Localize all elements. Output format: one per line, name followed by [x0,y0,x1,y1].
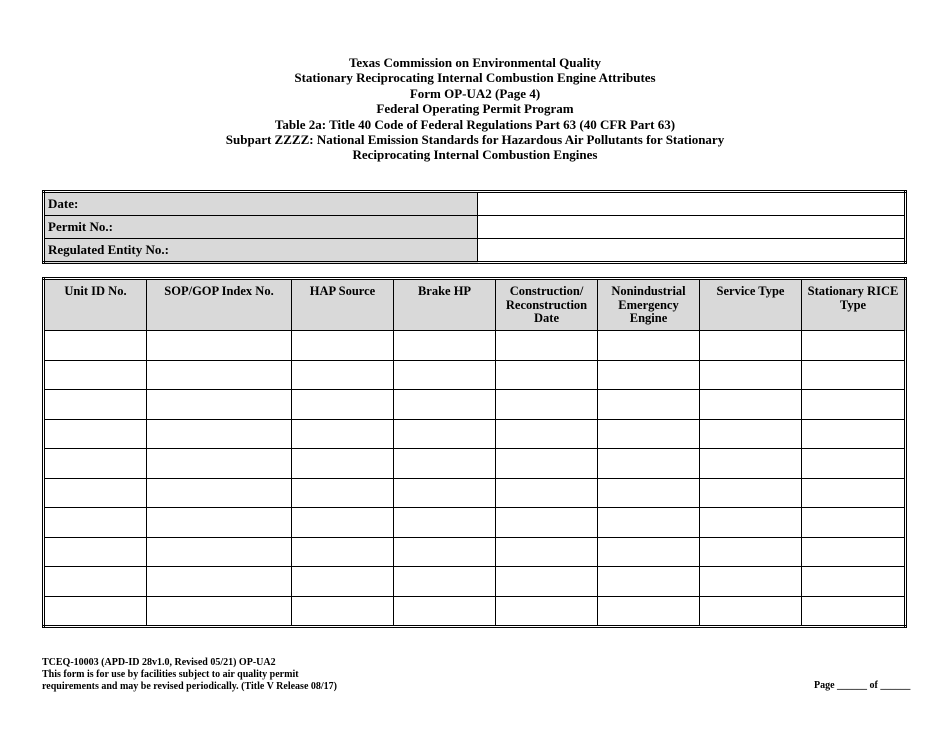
brake-hp-cell[interactable] [394,331,496,361]
table-row [44,596,906,627]
unit-id-cell[interactable] [44,419,147,449]
rice-type-cell[interactable] [802,537,906,567]
hap-source-cell[interactable] [292,390,394,420]
rice-type-cell[interactable] [802,449,906,479]
header-table-title: Table 2a: Title 40 Code of Federal Regulations Part 63 (40 CFR Part 63) [274,116,676,132]
unit-id-cell[interactable] [44,331,147,361]
rice-type-cell[interactable] [802,508,906,538]
rice-type-cell[interactable] [802,567,906,597]
brake-hp-cell[interactable] [394,449,496,479]
brake-hp-cell[interactable] [394,596,496,627]
hap-source-cell[interactable] [292,419,394,449]
brake-hp-cell[interactable] [394,360,496,390]
hap-source-cell[interactable] [292,331,394,361]
date-row [44,192,906,216]
rice-type-cell[interactable] [802,331,906,361]
nonindustrial-emergency-cell[interactable] [598,508,700,538]
table-row [44,478,906,508]
hap-source-cell[interactable] [292,508,394,538]
col-unit-id: Unit ID No. [44,279,147,331]
col-sop-gop-index: SOP/GOP Index No. [147,279,292,331]
construction-date-cell[interactable] [496,508,598,538]
nonindustrial-emergency-cell[interactable] [598,390,700,420]
info-table [42,190,907,264]
nonindustrial-emergency-cell[interactable] [598,478,700,508]
table-row [44,508,906,538]
service-type-cell[interactable] [700,449,802,479]
table-row [44,449,906,479]
permit-label: Permit No.: [44,216,478,239]
col-hap-source: HAP Source [292,279,394,331]
nonindustrial-emergency-cell[interactable] [598,567,700,597]
sop-gop-index-cell[interactable] [147,331,292,361]
nonindustrial-emergency-cell[interactable] [598,537,700,567]
construction-date-cell[interactable] [496,596,598,627]
construction-date-cell[interactable] [496,331,598,361]
brake-hp-cell[interactable] [394,567,496,597]
rice-type-cell[interactable] [802,390,906,420]
construction-date-cell[interactable] [496,478,598,508]
col-brake-hp: Brake HP [394,279,496,331]
footer-note-line1: This form is for use by facilities subject to air quality permit [42,669,299,680]
unit-id-cell[interactable] [44,567,147,597]
col-construction-date: Construction/ Reconstruction Date [496,279,598,331]
service-type-cell[interactable] [700,390,802,420]
entity-field[interactable] [478,239,906,263]
hap-source-cell[interactable] [292,537,394,567]
sop-gop-index-cell[interactable] [147,390,292,420]
unit-id-cell[interactable] [44,596,147,627]
table-row [44,360,906,390]
service-type-cell[interactable] [700,567,802,597]
table-row [44,537,906,567]
brake-hp-cell[interactable] [394,508,496,538]
unit-id-cell[interactable] [44,449,147,479]
entity-label: Regulated Entity No.: [44,239,478,263]
date-label: Date: [44,192,478,216]
page-number: Page ______ of ______ [814,680,911,691]
unit-id-cell[interactable] [44,390,147,420]
sop-gop-index-cell[interactable] [147,419,292,449]
rice-type-cell[interactable] [802,478,906,508]
permit-field[interactable] [478,216,906,239]
nonindustrial-emergency-cell[interactable] [598,360,700,390]
table-row [44,419,906,449]
entity-row [44,239,906,263]
service-type-cell[interactable] [700,331,802,361]
footer-note-line2: requirements and may be revised periodically. (Title V Release 08/17) [42,681,337,692]
hap-source-cell[interactable] [292,360,394,390]
service-type-cell[interactable] [700,419,802,449]
col-nonindustrial-emergency: Nonindustrial Emergency Engine [598,279,700,331]
service-type-cell[interactable] [700,596,802,627]
table-body [44,331,906,627]
sop-gop-index-cell[interactable] [147,449,292,479]
unit-id-cell[interactable] [44,360,147,390]
hap-source-cell[interactable] [292,449,394,479]
header-form-number: Form OP-UA2 (Page 4) [409,85,541,101]
sop-gop-index-cell[interactable] [147,596,292,627]
sop-gop-index-cell[interactable] [147,537,292,567]
sop-gop-index-cell[interactable] [147,478,292,508]
sop-gop-index-cell[interactable] [147,508,292,538]
col-service-type: Service Type [700,279,802,331]
brake-hp-cell[interactable] [394,390,496,420]
brake-hp-cell[interactable] [394,478,496,508]
header-subpart-cont: Reciprocating Internal Combustion Engines [352,147,598,163]
service-type-cell[interactable] [700,508,802,538]
col-rice-type: Stationary RICE Type [802,279,906,331]
footer-form-id: TCEQ-10003 (APD-ID 28v1.0, Revised 05/21) OP-UA2 [42,657,276,668]
sop-gop-index-cell[interactable] [147,360,292,390]
nonindustrial-emergency-cell[interactable] [598,596,700,627]
construction-date-cell[interactable] [496,360,598,390]
hap-source-cell[interactable] [292,478,394,508]
construction-date-cell[interactable] [496,419,598,449]
brake-hp-cell[interactable] [394,419,496,449]
construction-date-cell[interactable] [496,567,598,597]
construction-date-cell[interactable] [496,537,598,567]
construction-date-cell[interactable] [496,449,598,479]
service-type-cell[interactable] [700,478,802,508]
hap-source-cell[interactable] [292,567,394,597]
construction-date-cell[interactable] [496,390,598,420]
form-header [0,55,950,163]
service-type-cell[interactable] [700,537,802,567]
rice-type-cell[interactable] [802,419,906,449]
header-program: Federal Operating Permit Program [376,101,574,117]
table-row [44,390,906,420]
hap-source-cell[interactable] [292,596,394,627]
nonindustrial-emergency-cell[interactable] [598,331,700,361]
date-field[interactable] [478,192,906,216]
rice-type-cell[interactable] [802,596,906,627]
sop-gop-index-cell[interactable] [147,567,292,597]
rice-type-cell[interactable] [802,360,906,390]
form-footer [42,657,337,693]
unit-id-cell[interactable] [44,478,147,508]
unit-id-cell[interactable] [44,508,147,538]
table-row [44,567,906,597]
table-header-row [44,279,906,331]
unit-id-cell[interactable] [44,537,147,567]
nonindustrial-emergency-cell[interactable] [598,449,700,479]
header-subpart: Subpart ZZZZ: National Emission Standards for Hazardous Air Pollutants for Stationary [225,132,725,148]
brake-hp-cell[interactable] [394,537,496,567]
permit-row [44,216,906,239]
engine-attributes-table [42,277,907,628]
header-form-subject: Stationary Reciprocating Internal Combustion Engine Attributes [294,70,656,86]
table-row [44,331,906,361]
nonindustrial-emergency-cell[interactable] [598,419,700,449]
header-agency: Texas Commission on Environmental Quality [348,55,602,70]
service-type-cell[interactable] [700,360,802,390]
